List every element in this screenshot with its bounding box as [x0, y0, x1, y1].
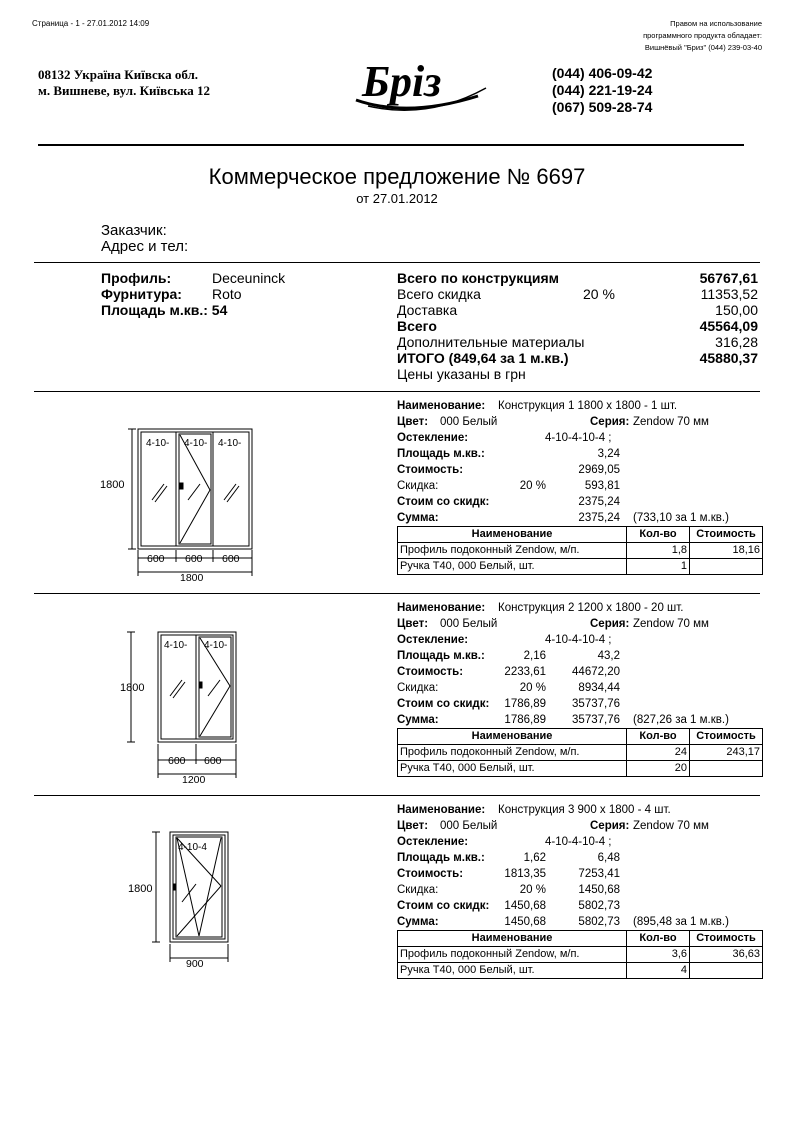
cost-discounted-label: Стоим со скидк: — [397, 900, 490, 912]
profile-label: Профиль: — [101, 270, 172, 286]
cost-discounted-total: 2375,24 — [578, 496, 620, 508]
price-per-m2: (827,26 за 1 м.кв.) — [633, 714, 729, 726]
material-qty: 1,8 — [627, 543, 690, 559]
column-header-qty: Кол-во — [627, 527, 690, 543]
construction-name: Конструкция 2 1200 х 1800 - 20 шт. — [498, 602, 684, 614]
area-total: 6,48 — [597, 852, 620, 864]
summary-label: ИТОГО (849,64 за 1 м.кв.) — [397, 350, 569, 366]
material-name: Профиль подоконный Zendow, м/п. — [398, 947, 627, 963]
table-row — [398, 745, 763, 761]
color-label: Цвет: — [397, 416, 429, 428]
color-label: Цвет: — [397, 820, 429, 832]
sum-label: Сумма: — [397, 916, 439, 928]
discount-total: 1450,68 — [578, 884, 620, 896]
area-label: Площадь м.кв.: — [397, 448, 485, 460]
section-width-label: 600 — [222, 553, 240, 565]
column-header-name: Наименование — [398, 527, 627, 543]
material-qty: 4 — [627, 963, 690, 979]
color-value: 000 Белый — [440, 416, 498, 428]
customer-label: Заказчик: — [101, 222, 167, 239]
glass-label: 4-10- — [164, 640, 188, 651]
summary-label: Всего — [397, 318, 437, 334]
table-row — [398, 947, 763, 963]
material-name: Ручка Т40, 000 Белый, шт. — [398, 559, 627, 575]
summary-label: Всего скидка — [397, 286, 481, 302]
discount-label: Скидка: — [397, 884, 439, 896]
material-cost — [690, 963, 763, 979]
section-width-label: 600 — [147, 553, 165, 565]
materials-table — [397, 728, 763, 777]
column-header-name: Наименование — [398, 729, 627, 745]
section-width-label: 600 — [204, 755, 222, 767]
summary-value: 150,00 — [715, 302, 758, 318]
cost-label: Стоимость: — [397, 464, 464, 476]
material-cost: 243,17 — [690, 745, 763, 761]
company-header — [28, 58, 744, 150]
price-per-m2: (895,48 за 1 м.кв.) — [633, 916, 729, 928]
sum-label: Сумма: — [397, 714, 439, 726]
license-line-2: программного продукта обладает: — [643, 31, 762, 40]
sum-label: Сумма: — [397, 512, 439, 524]
cost-total: 2969,05 — [578, 464, 620, 476]
cost-discounted-total: 5802,73 — [578, 900, 620, 912]
area-unit: 1,62 — [523, 852, 546, 864]
glazing-value: 4-10-4-10-4 ; — [545, 432, 612, 444]
divider — [34, 262, 760, 263]
company-logo — [348, 58, 498, 116]
materials-table — [397, 930, 763, 979]
hardware-label: Фурнитура: — [101, 286, 182, 302]
cost-discounted-label: Стоим со скидк: — [397, 698, 490, 710]
sum-total: 5802,73 — [578, 916, 620, 928]
customer-address-label: Адрес и тел: — [101, 238, 189, 255]
name-label: Наименование: — [397, 804, 486, 816]
series-value: Zendow 70 мм — [633, 820, 709, 832]
dimension-height-label: 1800 — [120, 682, 145, 694]
summary-value: 316,28 — [715, 334, 758, 350]
table-row — [398, 543, 763, 559]
material-qty: 20 — [627, 761, 690, 777]
column-header-cost: Стоимость — [690, 931, 763, 947]
series-value: Zendow 70 мм — [633, 416, 709, 428]
series-value: Zendow 70 мм — [633, 618, 709, 630]
divider — [34, 593, 760, 594]
table-header-row — [398, 527, 763, 543]
material-name: Ручка Т40, 000 Белый, шт. — [398, 761, 627, 777]
table-row — [398, 963, 763, 979]
series-label: Серия: — [590, 618, 630, 630]
discount-total: 8934,44 — [578, 682, 620, 694]
company-phones — [552, 65, 652, 116]
glazing-label: Остекление: — [397, 836, 469, 848]
print-page-info: Страница - 1 - 27.01.2012 14:09 — [32, 19, 150, 28]
construction-1-drawing — [96, 420, 271, 588]
cost-unit: 1813,35 — [504, 868, 546, 880]
material-name: Ручка Т40, 000 Белый, шт. — [398, 963, 627, 979]
sum-total: 35737,76 — [572, 714, 620, 726]
cost-discounted-label: Стоим со скидк: — [397, 496, 490, 508]
section-width-label: 600 — [185, 553, 203, 565]
glass-label: 4-10- — [204, 640, 228, 651]
license-line-1: Правом на использование — [670, 19, 762, 28]
cost-label: Стоимость: — [397, 868, 464, 880]
glass-label: 4-10- — [184, 438, 208, 449]
profile-value: Deceuninck — [212, 270, 286, 286]
summary-label: Доставка — [397, 302, 458, 318]
series-label: Серия: — [590, 820, 630, 832]
discount-unit: 20 % — [519, 884, 546, 896]
summary-value: 45880,37 — [699, 350, 758, 366]
cost-label: Стоимость: — [397, 666, 464, 678]
table-header-row — [398, 931, 763, 947]
area-label: Площадь м.кв.: 54 — [101, 302, 228, 318]
column-header-qty: Кол-во — [627, 931, 690, 947]
cost-total: 7253,41 — [578, 868, 620, 880]
glazing-label: Остекление: — [397, 432, 469, 444]
area-total: 43,2 — [597, 650, 620, 662]
summary-label: Всего по конструкциям — [397, 270, 560, 286]
material-qty: 3,6 — [627, 947, 690, 963]
material-qty: 24 — [627, 745, 690, 761]
color-value: 000 Белый — [440, 618, 498, 630]
construction-name: Конструкция 1 1800 х 1800 - 1 шт. — [498, 400, 678, 412]
material-name: Профиль подоконный Zendow, м/п. — [398, 543, 627, 559]
color-label: Цвет: — [397, 618, 429, 630]
discount-unit: 20 % — [519, 480, 546, 492]
dimension-width-label: 1800 — [180, 572, 204, 584]
glazing-label: Остекление: — [397, 634, 469, 646]
area-unit: 2,16 — [523, 650, 546, 662]
name-label: Наименование: — [397, 400, 486, 412]
phone-3: (067) 509-28-74 — [552, 99, 653, 115]
summary-value: 56767,61 — [699, 270, 758, 286]
column-header-cost: Стоимость — [690, 527, 763, 543]
summary-value: 11353,52 — [700, 286, 758, 302]
area-label: Площадь м.кв.: — [397, 650, 485, 662]
material-cost: 36,63 — [690, 947, 763, 963]
glazing-value: 4-10-4-10-4 ; — [545, 836, 612, 848]
cost-discounted-total: 35737,76 — [572, 698, 620, 710]
material-name: Профиль подоконный Zendow, м/п. — [398, 745, 627, 761]
sum-total: 2375,24 — [578, 512, 620, 524]
dimension-height-label: 1800 — [128, 883, 153, 895]
material-cost — [690, 761, 763, 777]
company-address-2: м. Вишневе, вул. Київська 12 — [38, 83, 210, 98]
area-label: Площадь м.кв.: — [397, 852, 485, 864]
glass-label: 4-10-4 — [178, 842, 207, 853]
color-value: 000 Белый — [440, 820, 498, 832]
summary-percent: 20 % — [583, 286, 615, 302]
summary-label: Цены указаны в грн — [397, 366, 526, 382]
summary-value: 45564,09 — [699, 318, 758, 334]
column-header-qty: Кол-во — [627, 729, 690, 745]
page-title: Коммерческое предложение № 6697 — [208, 164, 586, 189]
dimension-width-label: 1200 — [182, 774, 206, 786]
company-address-1: 08132 Україна Київска обл. — [38, 67, 199, 82]
series-label: Серия: — [590, 416, 630, 428]
glazing-value: 4-10-4-10-4 ; — [545, 634, 612, 646]
phone-2: (044) 221-19-24 — [552, 82, 653, 98]
material-cost — [690, 559, 763, 575]
cost-discounted-unit: 1450,68 — [504, 900, 546, 912]
table-row — [398, 761, 763, 777]
material-cost: 18,16 — [690, 543, 763, 559]
discount-label: Скидка: — [397, 682, 439, 694]
area-total: 3,24 — [597, 448, 620, 460]
price-per-m2: (733,10 за 1 м.кв.) — [633, 512, 729, 524]
discount-total: 593,81 — [584, 480, 620, 492]
discount-unit: 20 % — [519, 682, 546, 694]
table-row — [398, 559, 763, 575]
table-header-row — [398, 729, 763, 745]
divider — [34, 795, 760, 796]
summary-label: Дополнительные материалы — [397, 334, 585, 350]
header-rule — [38, 144, 744, 146]
construction-name: Конструкция 3 900 х 1800 - 4 шт. — [498, 804, 671, 816]
discount-label: Скидка: — [397, 480, 439, 492]
divider — [34, 391, 760, 392]
materials-table — [397, 526, 763, 575]
dimension-width-label: 900 — [186, 958, 204, 970]
glass-label: 4-10- — [146, 438, 170, 449]
phone-1: (044) 406-09-42 — [552, 65, 653, 81]
sum-unit: 1450,68 — [504, 916, 546, 928]
section-width-label: 600 — [168, 755, 186, 767]
offer-date: от 27.01.2012 — [356, 191, 438, 206]
column-header-name: Наименование — [398, 931, 627, 947]
material-qty: 1 — [627, 559, 690, 575]
construction-2-drawing — [114, 624, 254, 789]
logo-text: Бріз — [362, 57, 442, 106]
construction-3-drawing — [122, 828, 242, 978]
dimension-height-label: 1800 — [100, 479, 125, 491]
sum-unit: 1786,89 — [504, 714, 546, 726]
license-line-3: Вишнёвый "Бриз" (044) 239-03-40 — [644, 43, 762, 52]
cost-discounted-unit: 1786,89 — [504, 698, 546, 710]
cost-total: 44672,20 — [572, 666, 620, 678]
name-label: Наименование: — [397, 602, 486, 614]
cost-unit: 2233,61 — [504, 666, 546, 678]
hardware-value: Roto — [212, 286, 242, 302]
glass-label: 4-10- — [218, 438, 242, 449]
column-header-cost: Стоимость — [690, 729, 763, 745]
